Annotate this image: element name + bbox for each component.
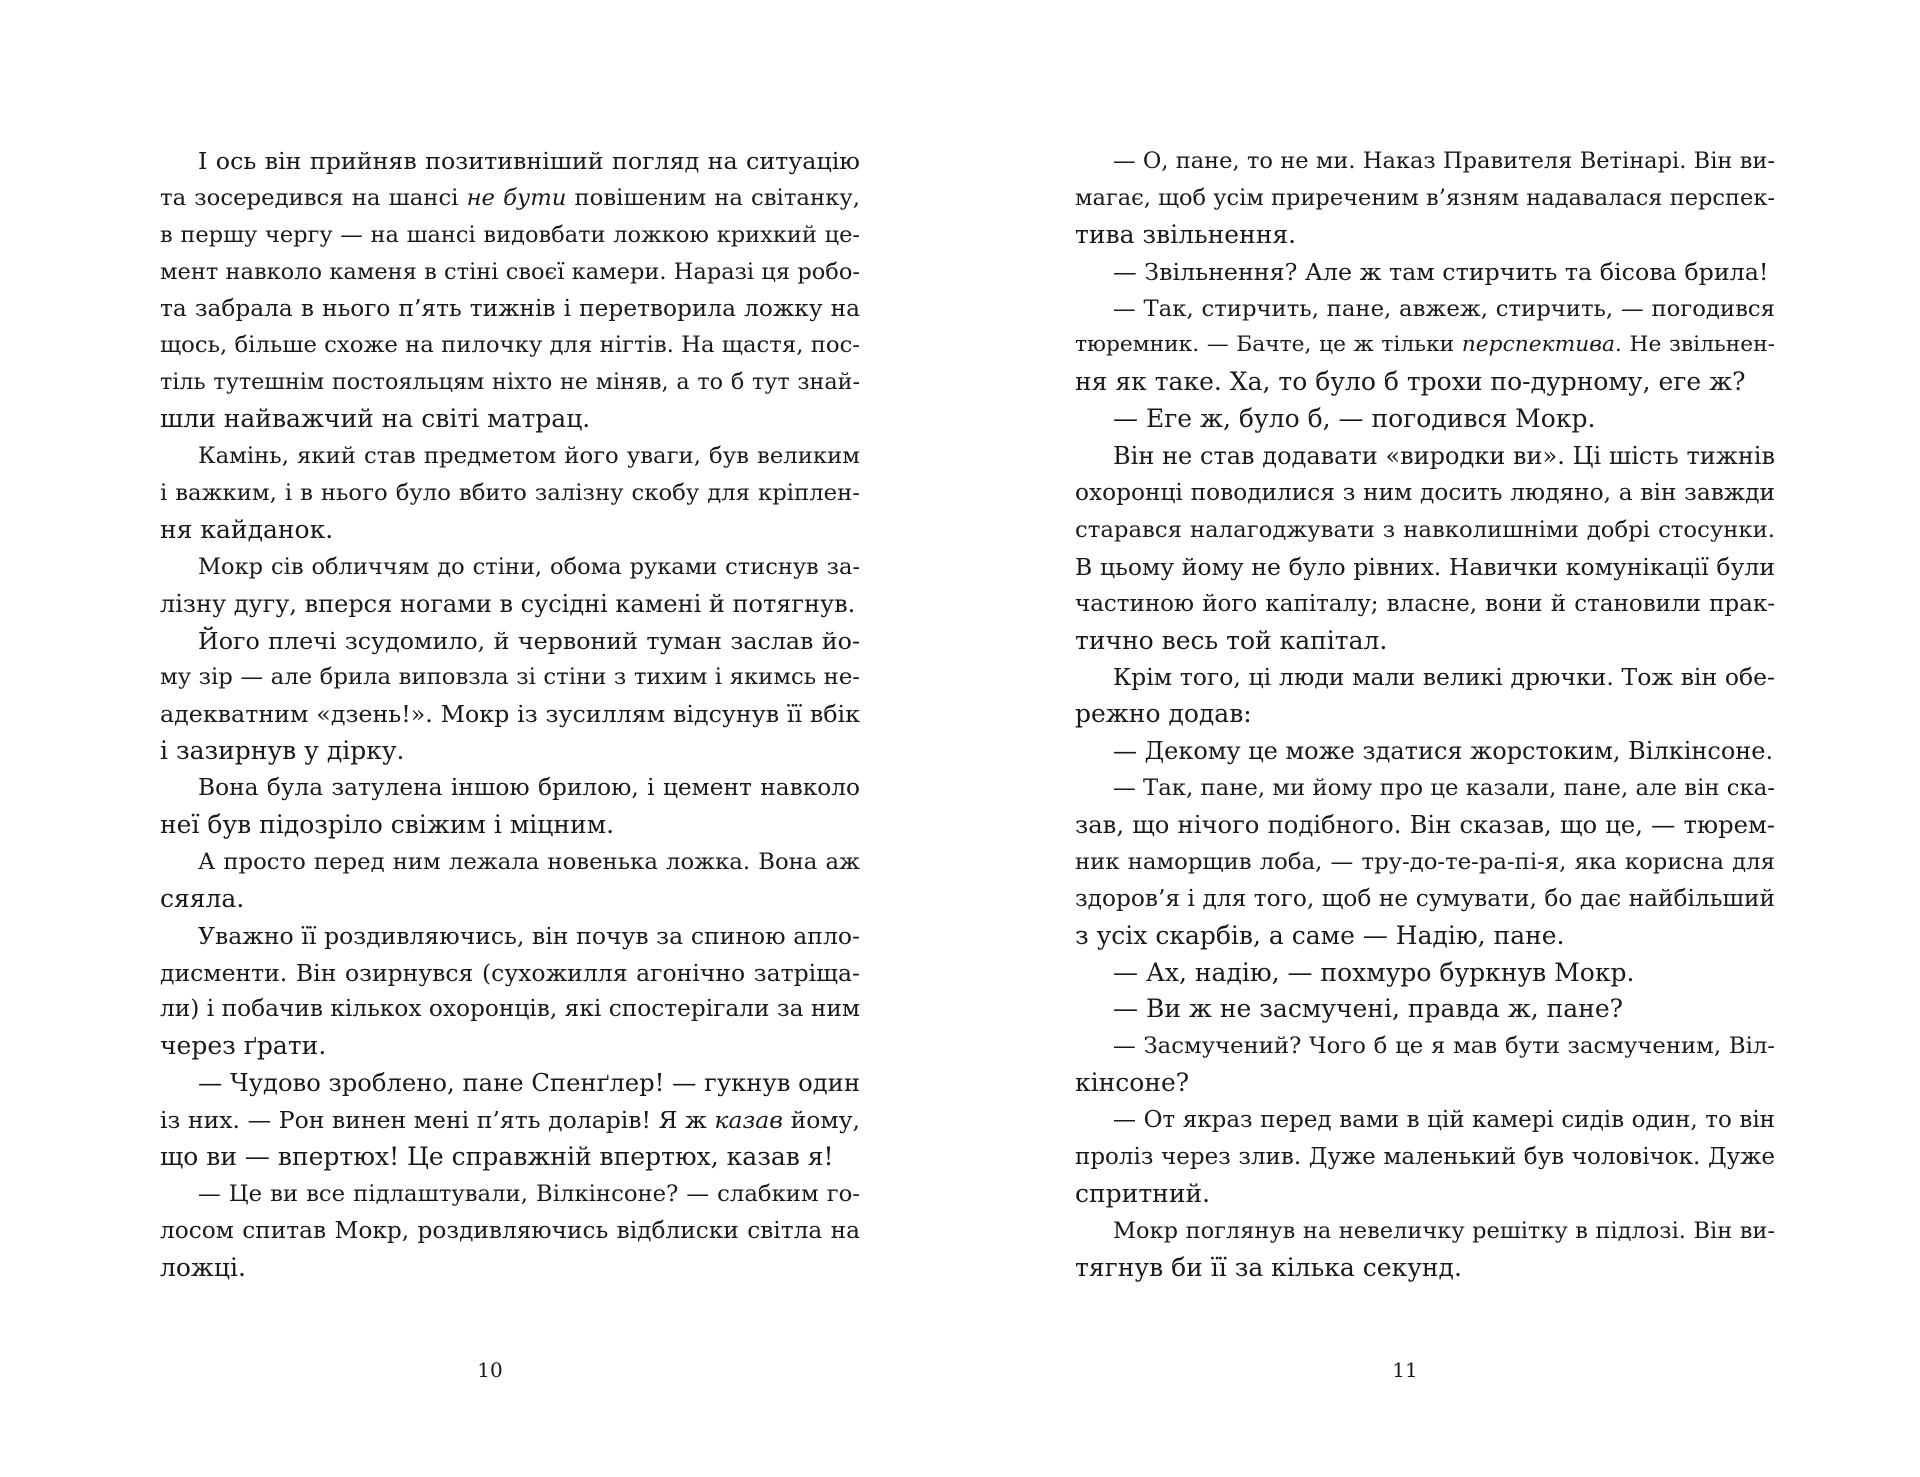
text-line [160,1102,860,1139]
text-run: ня кайданок. [160,514,334,544]
italic-emphasis: не бути [466,184,567,211]
text-line [1075,1065,1775,1102]
text-run: та забрала в нього п’ять тижнів і перетворила ложку на [160,294,860,322]
text-line [1075,1176,1775,1213]
text-run: в першу чергу — на шансі видовбати ложкою крихкий це- [160,221,860,248]
text-run: дисменти. Він озирнувся (сухожилля агонічно затріща- [160,958,860,987]
text-run: йому, [782,1106,860,1135]
text-line [1075,955,1775,992]
text-line [160,991,860,1028]
text-run: — Засмучений? Чого б це я мав бути засмученим, Віл- [1113,1033,1775,1060]
text-line [1075,696,1775,733]
text-run: Крім того, ці люди мали великі дрючки. Тож він обе- [1113,663,1775,692]
text-run: і зазирнув у дірку. [160,736,405,766]
text-run: тіль тутешнім постояльцям ніхто не міняв, а то б тут знай- [160,369,860,396]
text-line [160,844,860,881]
text-line [1075,623,1775,660]
text-run: Він не став додавати «виродки ви». Ці шість тижнів [1113,442,1775,471]
text-line [160,586,860,623]
text-run: тично весь той капітал. [1075,625,1388,655]
text-run: І ось він прийняв позитивніший погляд на ситуацію [198,147,860,175]
text-line [1075,733,1775,770]
text-line [1075,991,1775,1028]
text-line [1075,143,1775,180]
text-run: шли найважчий на світі матрац. [160,404,591,434]
text-line [160,918,860,955]
text-line [160,1065,860,1102]
text-run: кінсоне? [1075,1068,1190,1098]
text-run: ложці. [160,1252,246,1282]
text-run: — Так, стирчить, пане, авжеж, стирчить, — погодився [1113,295,1775,322]
text-run: режно додав: [1075,699,1252,729]
text-run: зав, що нічого подібного. Він сказав, що це, — тюрем- [1075,810,1775,840]
text-line [160,696,860,733]
text-run: А просто перед ним лежала новенька ложка. Вона аж [198,848,860,875]
text-run: старався налагоджувати з навколишніми добрі стосунки. [1075,516,1775,543]
text-line [1075,217,1775,254]
text-line [160,733,860,770]
text-line [1075,475,1775,512]
text-line [160,180,860,217]
right-page-body [1075,143,1775,1287]
text-line [1075,1213,1775,1250]
text-line [1075,401,1775,438]
text-run: ли) і побачив кількох охоронців, які спостерігали за ним [160,995,860,1023]
text-run: неї був підозріло свіжим і міцним. [160,810,615,840]
text-line [1075,918,1775,955]
text-run: Камінь, який став предметом його уваги, був великим [198,443,860,470]
text-run: з усіх скарбів, а саме — Надію, пане. [1075,920,1565,950]
text-line [160,475,860,512]
text-run: щось, більше схоже на пилочку для нігтів. На щастя, пос- [160,332,860,359]
text-run: тягнув би її за кілька секунд. [1075,1252,1462,1282]
text-run: здоров’я і для того, щоб не сумувати, бо дає найбільший [1075,884,1775,912]
text-run: — Так, пане, ми йому про це казали, пане, але він ска- [1113,775,1775,802]
text-line [160,291,860,328]
text-line [160,512,860,549]
text-run: Його плечі зсудомило, й червоний туман заслав йо- [198,626,860,655]
text-line [160,881,860,918]
text-line [1075,659,1775,696]
italic-emphasis: перспектива [1461,332,1615,358]
text-line [1075,1102,1775,1139]
text-line [1075,291,1775,328]
text-run: проліз через злив. Дуже маленький був чоловічок. Дуже [1075,1144,1775,1171]
text-line [160,807,860,844]
text-line [160,659,860,696]
text-run: — О, пане, то не ми. Наказ Правителя Ветінарі. Він ви- [1113,148,1775,174]
text-run: — Ах, надію, — похмуро буркнув Мокр. [1113,957,1635,987]
text-line [1075,881,1775,918]
text-run: через ґрати. [160,1031,327,1061]
text-run: — Чудово зроблено, пане Спенґлер! — гукнув один [198,1068,860,1098]
text-run: повішеним на світанку, [566,184,860,211]
italic-emphasis: казав [714,1106,783,1135]
text-line [1075,327,1775,364]
text-run: Мокр поглянув на невеличку решітку в підлозі. Він ви- [1113,1217,1775,1244]
text-line [160,770,860,807]
text-line [160,623,860,660]
text-run: тюремник. — Бачте, це ж тільки [1075,332,1462,358]
page-number-left: 10 [477,1358,503,1382]
text-run: сяяла. [160,883,245,913]
text-run: Вона була затулена іншою брилою, і цемент навколо [198,774,860,802]
text-run: та зосередився на шансі [160,184,467,211]
text-line [1075,180,1775,217]
text-run: мент навколо каменя в стіні своєї камери. Наразі ця робо- [160,258,860,285]
text-line [160,254,860,291]
text-run: ник наморщив лоба, — тру-до-те-ра-пі-я, яка корисна для [1075,848,1775,875]
text-line [1075,770,1775,807]
text-line [160,327,860,364]
text-run: магає, щоб усім приреченим в’язням надавалася перспек- [1075,184,1775,211]
text-run: із них. — Рон винен мені п’ять доларів! Я ж [160,1106,715,1135]
text-line [1075,807,1775,844]
text-line [1075,512,1775,549]
text-run: . Не звільнен- [1614,332,1775,358]
text-run: лізну дугу, вперся ногами в сусідні камені й потягнув. [160,589,856,618]
text-line [160,143,860,180]
text-run: тива звільнення. [1075,219,1297,249]
text-run: частиною його капіталу; власне, вони й становили прак- [1075,590,1775,617]
text-run: — Ви ж не засмучені, правда ж, пане? [1113,994,1624,1024]
text-run: — Декому це може здатися жорстоким, Вілкінсоне. [1113,737,1774,766]
text-run: му зір — але брила виповзла зі стіни з тихим і якимсь не- [160,664,860,691]
page-number-right: 11 [1392,1358,1418,1382]
text-run: охоронці поводилися з ним досить людяно, а він завжди [1075,479,1775,507]
text-run: — Це ви все підлаштували, Вілкінсоне? — слабким го- [198,1180,860,1207]
text-line [160,1213,860,1250]
text-line [160,401,860,438]
text-line [160,1176,860,1213]
text-line [1075,1139,1775,1176]
text-line [160,1028,860,1065]
text-line [1075,844,1775,881]
text-line [160,1250,860,1287]
text-run: Уважно її роздивляючись, він почув за спиною апло- [198,921,860,950]
text-line [160,438,860,475]
text-run: — От якраз перед вами в цій камері сидів один, то він [1113,1107,1775,1134]
text-line [1075,254,1775,291]
text-run: і важким, і в нього було вбито залізну скобу для кріплен- [160,480,860,507]
text-line [1075,549,1775,586]
text-line [1075,1250,1775,1287]
text-run: що ви — впертюх! Це справжній впертюх, казав я! [160,1142,834,1172]
text-line [1075,438,1775,475]
text-run: лосом спитав Мокр, роздивляючись відблиски світла на [160,1216,860,1244]
text-line [160,217,860,254]
text-run: Мокр сів обличчям до стіни, обома руками стиснув за- [198,553,860,580]
text-run: спритний. [1075,1178,1211,1208]
text-line [1075,364,1775,401]
text-line [1075,586,1775,623]
text-run: адекватним «дзень!». Мокр із зусиллям відсунув її вбік [160,700,860,729]
left-page-body [160,143,860,1287]
text-line [160,364,860,401]
text-run: — Еге ж, було б, — погодився Мокр. [1113,404,1596,434]
text-line [160,1139,860,1176]
text-run: В цьому йому не було рівних. Навички комунікації були [1075,552,1775,581]
text-run: ня як таке. Ха, то було б трохи по-дурному, еге ж? [1075,367,1746,397]
text-line [160,549,860,586]
text-line [160,955,860,992]
text-run: — Звільнення? Але ж там стирчить та бісова брила! [1113,257,1769,286]
text-line [1075,1028,1775,1065]
